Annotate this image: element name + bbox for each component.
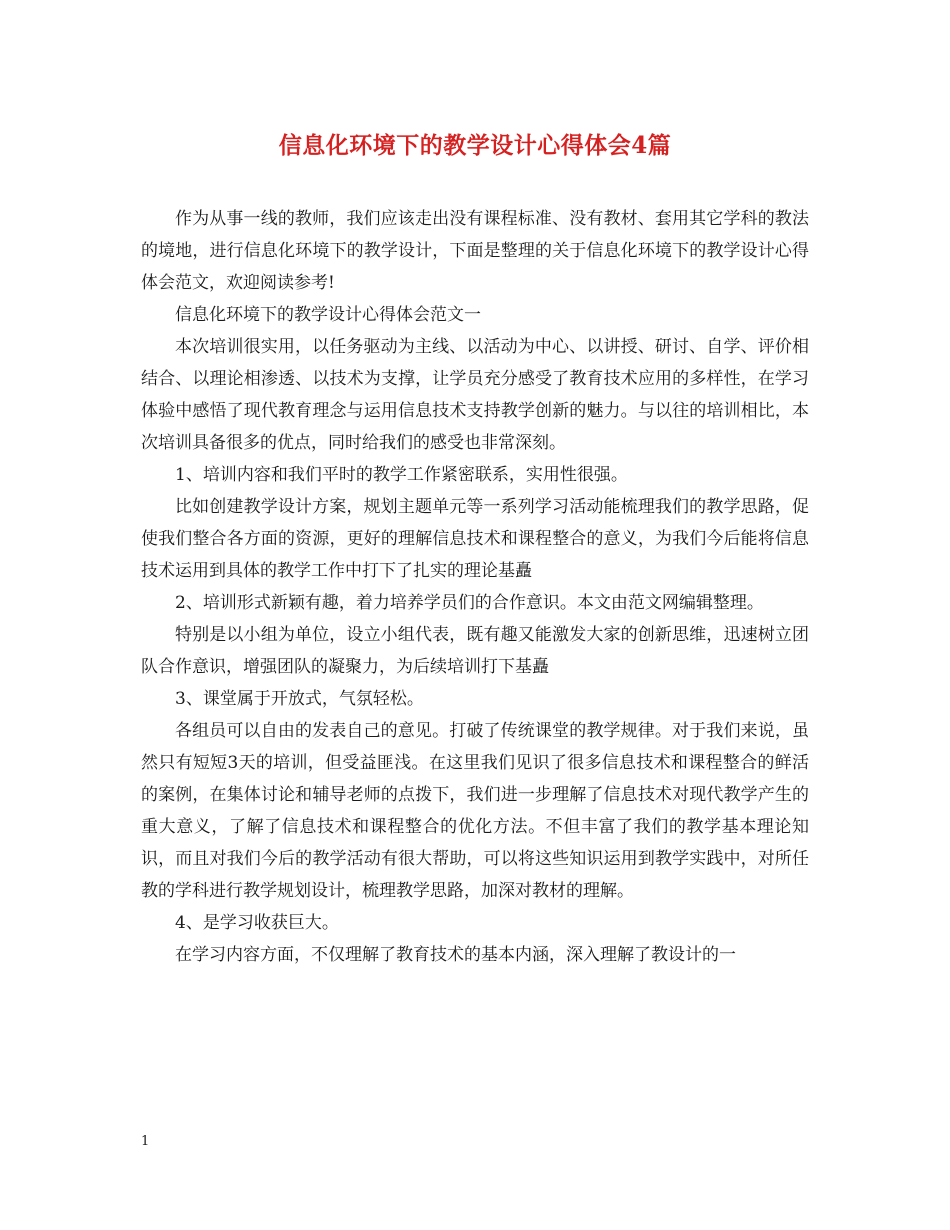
paragraph-point-4: 4、是学习收获巨大。 [175, 913, 339, 933]
paragraph-point-3: 3、课堂属于开放式，气氛轻松。 [175, 689, 424, 709]
paragraph: 特别是以小组为单位，设立小组代表，既有趣又能激发大家的创新思维，迅速树立团队合作意识，增强团队的凝聚力，为后续培训打下基矗 [141, 625, 809, 677]
page-number: 1 [141, 1134, 150, 1149]
paragraph: 本次培训很实用，以任务驱动为主线、以活动为中心、以讲授、研讨、自学、评价相结合、以理论相渗透、以技术为支撑，让学员充分感受了教育技术应用的多样性，在学习体验中感悟了现代教育理念与运用信息技术支持教学创新的魅力。与以往的培训相比，本次培训具备很多的优点，同时给我们的感受也非常深刻。 [141, 337, 809, 453]
paragraph-intro: 作为从事一线的教师，我们应该走出没有课程标准、没有教材、套用其它学科的教法的境地，进行信息化环境下的教学设计，下面是整理的关于信息化环境下的教学设计心得体会范文，欢迎阅读参考! [141, 209, 809, 293]
paragraph-point-2: 2、培训形式新颖有趣，着力培养学员们的合作意识。本文由范文网编辑整理。 [175, 593, 764, 613]
paragraph: 比如创建教学设计方案，规划主题单元等一系列学习活动能梳理我们的教学思路，促使我们整合各方面的资源，更好的理解信息技术和课程整合的意义，为我们今后能将信息技术运用到具体的教学工作中打下了扎实的理论基矗 [141, 497, 809, 581]
document-title: 信息化环境下的教学设计心得体会4篇 [278, 132, 672, 159]
paragraph-section-heading: 信息化环境下的教学设计心得体会范文一 [175, 305, 481, 325]
paragraph: 各组员可以自由的发表自己的意见。打破了传统课堂的教学规律。对于我们来说，虽然只有短短3天的培训，但受益匪浅。在这里我们见识了很多信息技术和课程整合的鲜活的案例，在集体讨论和辅导老师的点拨下，我们进一步理解了信息技术对现代教学产生的重大意义，了解了信息技术和课程整合的优化方法。不但丰富了我们的教学基本理论知识，而且对我们今后的教学活动有很大帮助，可以将这些知识运用到教学实践中，对所任教的学科进行教学规划设计，梳理教学思路，加深对教材的理解。 [141, 721, 809, 901]
document-body [141, 203, 809, 971]
paragraph: 在学习内容方面，不仅理解了教育技术的基本内涵，深入理解了教设计的一 [175, 945, 736, 965]
paragraph-point-1: 1、培训内容和我们平时的教学工作紧密联系，实用性很强。 [175, 465, 628, 485]
